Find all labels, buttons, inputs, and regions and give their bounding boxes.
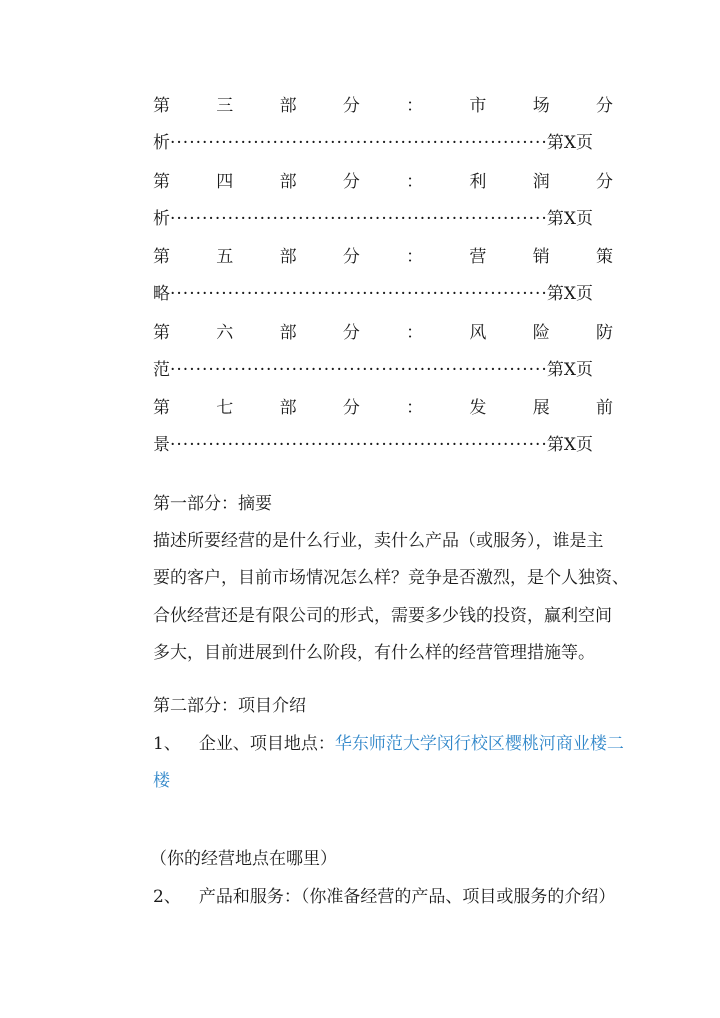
toc-page-ref: 第X页 <box>546 359 593 380</box>
part1-body-line: 多大，目前进展到什么阶段，有什么样的经营管理措施等。 <box>153 643 595 663</box>
toc-title-char: 分 <box>342 247 360 267</box>
item1-label: 企业、项目地点： <box>198 734 335 754</box>
toc-entry-leader <box>153 282 593 306</box>
part1-body-line: 合伙经营还是有限公司的形式，需要多少钱的投资，赢利空间 <box>153 606 612 626</box>
toc-title-last-char: 景 <box>153 435 170 455</box>
item2-number: 2、 <box>153 887 181 907</box>
toc-title-char: 五 <box>216 247 234 267</box>
toc-title-char: 四 <box>216 171 234 192</box>
toc-title-char: 策 <box>595 247 613 267</box>
toc-title-char: ： <box>406 171 424 192</box>
toc-title-char: 市 <box>469 96 487 116</box>
toc-title-char: 营 <box>469 247 487 267</box>
part1-heading: 第一部分：摘要 <box>153 494 272 514</box>
toc-title-char: 分 <box>342 398 360 418</box>
toc-title-char: ： <box>406 247 424 267</box>
item2-description: （你准备经营的产品、项目或服务的介绍） <box>300 887 616 907</box>
item1-location-value-cont: 楼 <box>153 771 170 791</box>
toc-title-char: 第 <box>153 398 170 418</box>
toc-title-char: 部 <box>279 398 297 418</box>
toc-title-char: 风 <box>469 322 487 343</box>
toc-title-char: 发 <box>469 398 487 418</box>
toc-title-char: 部 <box>279 247 297 267</box>
dot-leader <box>170 207 547 231</box>
toc-title-char: 利 <box>469 171 487 192</box>
dot-leader <box>170 282 547 306</box>
toc-title-char: ： <box>406 96 424 116</box>
part2-item1 <box>153 726 624 764</box>
toc-title-last-char: 析 <box>153 133 170 153</box>
toc-entry-title <box>153 396 613 420</box>
toc-entry-leader <box>153 131 593 155</box>
toc-title-char: 分 <box>342 96 360 116</box>
toc-title-char: 润 <box>532 171 550 192</box>
toc-page-ref: 第X页 <box>546 208 593 229</box>
toc-entry-title <box>153 170 613 194</box>
toc-title-char: 部 <box>279 96 297 116</box>
toc-title-char: 销 <box>532 247 550 267</box>
toc-title-char: 防 <box>595 322 613 343</box>
toc-entry-title <box>153 245 613 269</box>
toc-title-char: 场 <box>532 96 550 116</box>
toc-title-last-char: 范 <box>153 359 170 380</box>
item2-label: 产品和服务： <box>198 887 301 907</box>
toc-entry-title <box>153 321 613 345</box>
toc-title-last-char: 略 <box>153 284 170 304</box>
dot-leader <box>170 131 547 155</box>
toc-title-char: 险 <box>532 322 550 343</box>
toc-title-char: 分 <box>595 171 613 192</box>
toc-title-char: 第 <box>153 96 170 116</box>
location-note: （你的经营地点在哪里） <box>150 849 337 869</box>
toc-title-char: 七 <box>216 398 234 418</box>
toc-title-char: 第 <box>153 322 170 343</box>
part1-body-line: 描述所要经营的是什么行业，卖什么产品（或服务），谁是主 <box>153 531 604 551</box>
toc-title-char: 三 <box>216 96 234 116</box>
toc-title-char: 第 <box>153 247 170 267</box>
toc-title-char: 前 <box>595 398 613 418</box>
toc-title-char: 分 <box>342 322 360 343</box>
toc-title-char: 部 <box>279 322 297 343</box>
part2-item2 <box>153 879 616 917</box>
toc-title-char: 六 <box>216 322 234 343</box>
toc-entry-title <box>153 94 613 118</box>
toc-page-ref: 第X页 <box>546 435 593 455</box>
toc-title-char: 第 <box>153 171 170 192</box>
toc-title-char: 分 <box>342 171 360 192</box>
toc-title-char: ： <box>406 398 424 418</box>
toc-title-char: ： <box>406 322 424 343</box>
dot-leader <box>170 358 547 382</box>
toc-title-last-char: 析 <box>153 208 170 229</box>
toc-page-ref: 第X页 <box>546 133 593 153</box>
item1-location-value: 华东师范大学闵行校区樱桃河商业楼二 <box>334 734 624 754</box>
toc-title-char: 部 <box>279 171 297 192</box>
toc-title-char: 分 <box>595 96 613 116</box>
part2-heading: 第二部分：项目介绍 <box>153 696 306 716</box>
part1-body-line: 要的客户，目前市场情况怎么样？竞争是否激烈，是个人独资、 <box>153 568 629 588</box>
item1-number: 1、 <box>153 734 181 754</box>
toc-entry-leader <box>153 433 593 457</box>
dot-leader <box>170 433 547 457</box>
toc-page-ref: 第X页 <box>546 284 593 304</box>
toc-entry-leader <box>153 358 593 382</box>
toc-entry-leader <box>153 207 593 231</box>
toc-title-char: 展 <box>532 398 550 418</box>
